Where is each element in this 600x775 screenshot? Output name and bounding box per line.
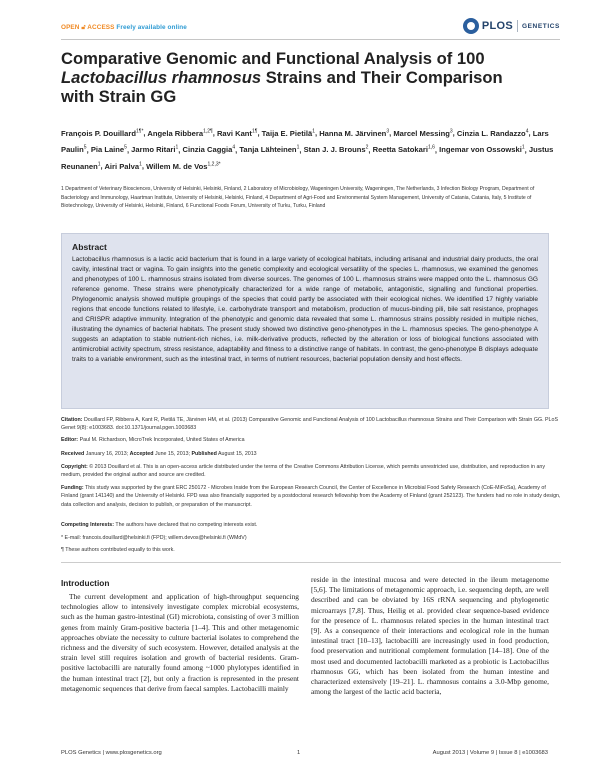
plos-logo-icon: [463, 18, 479, 34]
author-name: [61, 129, 143, 138]
funding: [61, 484, 561, 509]
accepted-label: Accepted: [129, 451, 154, 457]
received-date: January 16, 2013;: [85, 451, 129, 457]
author-name: [104, 162, 141, 171]
citation-text: Douillard FP, Ribbera A, Kant R, Pietilä TE, Järvinen HM, et al. (2013) Comparative Genomic and Functional Analysis of 100 Lactobacillus rhamnosus Strains and Their Comparison with Strain GG. PLoS Genet 9(8): e1003683. doi:10.1371/journal.pgen.1003683: [61, 417, 558, 432]
open-access-banner: [61, 24, 187, 32]
author-name: [262, 129, 315, 138]
corresponding-email: * E-mail: francois.douillard@helsinki.fi (FPD); willem.devos@helsinki.fi (WMdV): [61, 535, 247, 541]
author-affiliation-marker: 4: [525, 128, 529, 134]
author-name-text: Taija E. Pietilä: [261, 128, 313, 138]
author-name-text: Lars Paulin: [61, 128, 549, 155]
author-affiliation-marker: 5: [83, 144, 87, 151]
plos-genetics-logo: [463, 18, 560, 34]
title-species: Lactobacillus rhamnosus: [61, 68, 262, 87]
author-name-text: Hanna M. Järvinen: [319, 128, 387, 138]
journal-name: GENETICS: [521, 22, 560, 30]
introduction-heading: Introduction: [61, 578, 110, 588]
title-line-2-rest: Strains and Their Comparison: [261, 68, 503, 87]
open-access-word: ACCESS: [87, 24, 115, 31]
author-name: [373, 145, 435, 154]
affiliations: 1 Department of Veterinary Biosciences, University of Helsinki, Helsinki, Finland, 2 Laboratory of Microbiology, Wageningen University, Wageningen, The Netherlands, 3 Infection Biology Program, Department of Bacteriology and Immunology, Haartman Institute, University of Helsinki, Helsinki, Finland, 4 Department of Agri-Food and Environmental System Management, University of Catania, Catania, Italy, 5 Institute of Biotechnology, University of Helsinki, Helsinki, Finland, 6 Functional Foods Forum, University of Turku, Turku, Finland: [61, 186, 535, 210]
author-list: François P. Douillard$^{1\P*}$, Angela Ribbera$^{1,2\P}$, Ravi Kant$^{1\P}$, Taija E. Pietilä$^1$, Hanna M. Järvinen$^3$, Marcel Messing$^3$, Cinzia L. Randazzo$^4$, Lars Paulin$^5$, Pia Laine$^5$, Jarmo Ritari$^1$, Cinzia Caggia$^4$, Tanja Lähteinen$^1$, Stan J. J. Brouns$^2$, Reetta Satokari$^{1,6}$, Ingemar von Ossowski$^1$, Justus Reunanen$^1$, Airi Palva$^1$, Willem M. de Vos$^{1,2,3*}$: [61, 128, 554, 171]
funding-label: Funding:: [61, 485, 84, 491]
author-name-text: Justus Reunanen: [61, 145, 554, 171]
author-affiliation-marker: 1,2,3*: [207, 161, 221, 168]
copyright-label: Copyright:: [61, 464, 88, 470]
abstract-box: [61, 233, 549, 409]
title-line-2: [61, 68, 561, 87]
abstract-text: Lactobacillus rhamnosus is a lactic acid bacterium that is found in a large variety of ecological habitats, including artisanal and industrial dairy products, the oral cavity, intestinal tract or vagina. To gain insights into the genetic complexity and ecological versatility of the species L. rhamnosus, we examined the genomes and phenotypes of 100 L. rhamnosus strains isolated from diverse sources. The genomes of 100 L. rhamnosus strains were mapped onto the L. rhamnosus GG reference genome. These strains were phenotypically characterized for a wide range of metabolic, antagonistic, signalling and functional properties. Phylogenomic analysis showed multiple groupings of the species that could partly be associated with their ecological niches. We identified 17 highly variable regions that encode functions related to lifestyle, i.e. carbohydrate transport and metabolism, production of mucus-binding pili, bile salt resistance, prophages and CRISPR adaptive immunity. Integration of the phenotypic and genomic data revealed that some L. rhamnosus strains possibly resided in multiple niches, illustrating the dynamics of bacterial habitats. The present study showed two distinctive geno-phenotypes in the L. rhamnosus species. The geno-phenotype A suggests an adaptation to stable nutrient-rich niches, i.e. milk-derivative products, reflected by the alteration or loss of biological functions associated with antimicrobial activity spectrum, stress resistance, adaptability and fitness to a distinctive range of habitats. In contrast, the geno-phenotype B displays adequate traits to a variable environment, such as the intestinal tract, in terms of nutrient resources, bacterial population density and host effects.: [72, 256, 538, 364]
author-affiliation-marker: 1: [175, 144, 179, 151]
intro-left-column: The current development and application of high-throughput sequencing technologies allow to intensively investigate complex microbial ecosystems, such as the human gastro-intestinal (GI) microbiota, consisting of over 3 million genes from mainly Gram-positive bacteria [1–4]. This and other metagenomic approaches obviate the necessity to culture bacterial isolates to comprehend the richness and the diversity of such ecosystem. However, detailed analysis at the strain level still requires isolation and growth of bacterial residents. Gram-positive lactobacilli are naturally found among ~1000 phylotypes identified in the human intestinal tract [2], but only a fraction is represented in the present metagenomic sequences that derive from faecal samples. Lactobacilli mainly: [61, 592, 299, 693]
published-date: August 15, 2013: [218, 451, 257, 457]
author-affiliation-marker: 1: [139, 161, 142, 168]
citation-label: Citation:: [61, 417, 83, 423]
author-affiliation-marker: 1,2¶: [203, 128, 213, 134]
editor: [61, 436, 561, 444]
freely-available-label: Freely available online: [116, 24, 187, 31]
author-name: [146, 162, 220, 171]
editor-text: Paul M. Richardson, MicroTrek Incorporated, United States of America: [79, 437, 245, 443]
author-name-text: Tanja Lähteinen: [239, 145, 297, 155]
received-label: Received: [61, 451, 85, 457]
footer-journal-url[interactable]: PLOS Genetics | www.plosgenetics.org: [61, 750, 162, 756]
author-affiliation-marker: 1,6: [427, 144, 435, 151]
author-name-text: Jarmo Ritari: [131, 145, 176, 155]
competing-text: The authors have declared that no competing interests exist.: [115, 522, 258, 528]
copyright: [61, 463, 561, 480]
author-name-text: Cinzia Caggia: [182, 145, 233, 155]
accepted-date: June 15, 2013;: [154, 451, 191, 457]
author-affiliation-marker: 3: [449, 128, 453, 134]
dates: [61, 450, 561, 458]
author-name-text: Ravi Kant: [216, 128, 252, 138]
author-name-text: Airi Palva: [104, 161, 140, 171]
author-name: [91, 145, 127, 154]
competing-label: Competing Interests:: [61, 522, 114, 528]
author-name-text: Marcel Messing: [393, 128, 450, 138]
copyright-text: © 2013 Douillard et al. This is an open-access article distributed under the terms of the Creative Commons Attribution License, which permits unrestricted use, distribution, and reproduction in any medium, provided the original author and source are credited.: [61, 464, 546, 479]
open-access-label: OPEN: [61, 24, 80, 31]
author-name: [147, 129, 212, 138]
author-name-text: Cinzia L. Randazzo: [456, 128, 526, 138]
title-line-1: Comparative Genomic and Functional Analysis of 100: [61, 49, 485, 68]
plos-logo-text: PLOS: [481, 20, 513, 32]
author-name-text: Pia Laine: [90, 145, 125, 155]
author-affiliation-marker: 5: [124, 144, 127, 151]
open-access-lock-icon: 🔓︎: [81, 24, 86, 31]
author-name-text: Ingemar von Ossowski: [439, 145, 522, 155]
author-name-text: François P. Douillard: [61, 128, 136, 138]
author-name-text: Reetta Satokari: [372, 145, 428, 155]
author-name: [131, 145, 178, 154]
meta-divider: [61, 562, 561, 563]
author-affiliation-marker: 2: [365, 144, 369, 151]
citation: [61, 416, 561, 433]
footer-page-number: 1: [297, 750, 301, 756]
author-affiliation-marker: 4: [232, 144, 236, 151]
author-name: [239, 145, 299, 154]
author-name-text: Willem M. de Vos: [146, 161, 208, 171]
published-label: Published: [191, 451, 217, 457]
title-line-3: with Strain GG: [61, 87, 177, 106]
intro-right-column: reside in the intestinal mucosa and were detected in the ileum metagenome [5,6]. The limitations of metagenomic approach, i.e. sequencing depth, are well described and can be obviated by 16S rRNA sequencing and phylogenetic microarrays [7,8]. Thus, Heilig et al. provided clear sequence-based evidence for the presence of L. rhamnosus related species in the human intestinal tract [9]. As a consequence of their interactions and ecological role in the human intestinal tract [10–13], lactobacilli are increasingly used in food production, food preservation and nutritional complement formulation [14–18]. One of the most used and documented lactobacilli marketed as a probiotic is Lactobacillus rhamnosus GG, which has been isolated from the human intestine and characterized extensively [19–21]. L. rhamnosus contains a 3.0-Mbp genome, among the largest of the lactic acid bacteria,: [311, 575, 549, 697]
article-title: [61, 49, 561, 106]
author-affiliation-marker: 1: [521, 144, 525, 151]
author-name-text: Stan J. J. Brouns: [303, 145, 366, 155]
footer-issue: August 2013 | Volume 9 | Issue 8 | e1003683: [432, 750, 548, 756]
header-rule: [61, 39, 560, 40]
author-name-text: Angela Ribbera: [147, 128, 204, 138]
author-name: [183, 145, 236, 154]
author-affiliation-marker: 1: [97, 161, 101, 168]
author-name: [319, 129, 389, 138]
author-name: [393, 129, 452, 138]
funding-text: This study was supported by the grant ERC 250172 - Microbes Inside from the European Research Council, the Center of Excellence in Microbial Food Safety Research (CoE-MiFoSa), Academy of Finland (grant 141140) and the University of Helsinki. FPD was also financially supported by a postdoctoral research fellowship from the Academy of Finland (grant 252123). The funders had no role in study design, data collection and analysis, decision to publish, or preparation of the manuscript.: [61, 485, 561, 508]
author-name: [217, 129, 258, 138]
author-affiliation-marker: 1¶: [251, 128, 258, 134]
author-affiliation-marker: 1: [312, 128, 315, 134]
equal-contribution-note: ¶ These authors contributed equally to this work.: [61, 547, 175, 553]
author-affiliation-marker: 1¶*: [135, 128, 144, 134]
editor-label: Editor:: [61, 437, 79, 443]
author-name: [304, 145, 369, 154]
competing-interests: [61, 521, 561, 529]
logo-separator: [517, 20, 518, 32]
abstract-heading: Abstract: [72, 242, 107, 252]
author-name: [439, 145, 525, 154]
author-affiliation-marker: 3: [386, 128, 390, 134]
author-name: [457, 129, 529, 138]
author-affiliation-marker: 1: [296, 144, 300, 151]
